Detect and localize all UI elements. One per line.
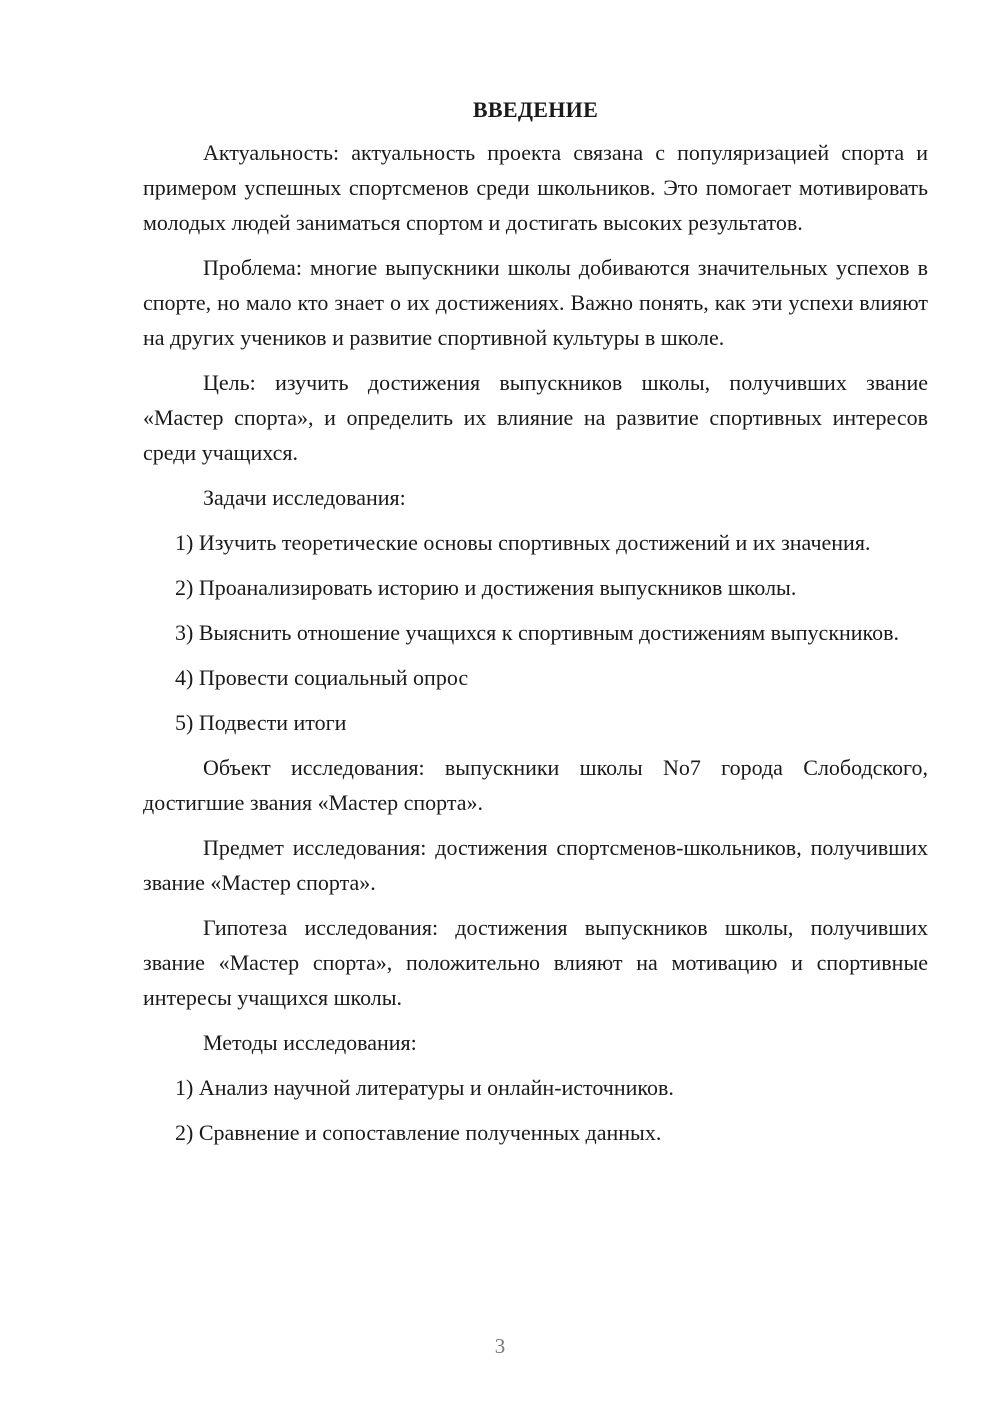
list-item-method-2: 2) Сравнение и сопоставление полученных данных. [175,1120,662,1145]
paragraph-goal: Цель: изучить достижения выпускников школы, получивших звание «Мастер спорта», и определить их влияние на развитие спортивных интересов среди учащихся. [143,370,928,465]
list-item-task-2: 2) Проанализировать историю и достижения выпускников школы. [175,575,797,600]
list-item-task-4: 4) Провести социальный опрос [175,665,469,690]
paragraph-problem: Проблема: многие выпускники школы добиваются значительных успехов в спорте, но мало кто знает о их достижениях. Важно понять, как эти успехи влияют на других учеников и развитие спортивной культуры в школе. [143,255,928,350]
list-item-method-1: 1) Анализ научной литературы и онлайн-источников. [175,1075,674,1100]
paragraph-hypothesis: Гипотеза исследования: достижения выпускников школы, получивших звание «Мастер спорта», положительно влияют на мотивацию и спортивные интересы учащихся школы. [143,915,928,1010]
list-item-task-1: 1) Изучить теоретические основы спортивных достижений и их значения. [175,530,871,555]
paragraph-methods-heading: Методы исследования: [203,1030,417,1055]
paragraph-subject: Предмет исследования: достижения спортсменов-школьников, получивших звание «Мастер спорта». [143,835,928,895]
section-title: ВВЕДЕНИЕ [472,97,599,122]
list-item-task-5: 5) Подвести итоги [175,710,347,735]
paragraph-tasks-heading: Задачи исследования: [203,485,406,510]
paragraph-relevance: Актуальность: актуальность проекта связана с популяризацией спорта и примером успешных спортсменов среди школьников. Это помогает мотивировать молодых людей заниматься спортом и достигать высоких результатов. [143,140,928,235]
paragraph-object: Объект исследования: выпускники школы No7 города Слободского, достигшие звания «Мастер спорта». [143,755,928,815]
document-page [143,92,928,1160]
list-item-task-3: 3) Выяснить отношение учащихся к спортивным достижениям выпускников. [175,620,900,645]
page-number: 3 [494,1334,506,1358]
